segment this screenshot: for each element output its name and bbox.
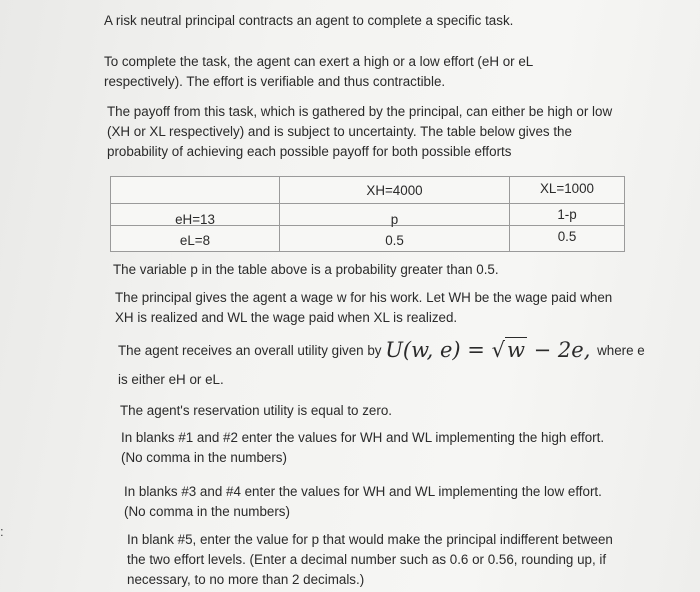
formula-equals: = (467, 338, 485, 362)
formula-radicand: w (506, 338, 525, 362)
effort-paragraph: To complete the task, the agent can exert a high or a low effort (eH or eL respectively). The effort is verifiable and thus contractible. (104, 54, 533, 89)
header-xh: XH=4000 (366, 183, 423, 198)
cell-el-xl: 0.5 (557, 229, 577, 244)
utility-text-after: where e (597, 343, 645, 358)
utility-text-before: The agent receives an overall utility given by (118, 343, 382, 358)
payoff-paragraph: The payoff from this task, which is gathered by the principal, can either be high or low (XH or XL respectively) and is subject to uncertainty. The table below gives the probability of achieving each possible payoff for both possible efforts (107, 104, 613, 159)
cell-eh-xl: 1-p (557, 207, 577, 222)
cell-el-xh: 0.5 (385, 233, 404, 248)
radical-sign-icon: √ (491, 338, 505, 362)
header-xl: XL=1000 (540, 181, 594, 196)
blank-5-paragraph: In blank #5, enter the value for p that would make the principal indifferent between the two effort levels. (Enter a decimal number such as 0.6 or 0.56, rounding up, if necessary, to no more than 2 decimals.) (127, 532, 613, 587)
row-label-eh: eH=13 (175, 212, 215, 227)
intro-paragraph: A risk neutral principal contracts an agent to complete a specific task. (104, 13, 514, 28)
blanks-3-4-paragraph: In blanks #3 and #4 enter the values for WH and WL implementing the low effort. (No comma in the numbers) (124, 484, 602, 519)
row-label-el: eL=8 (179, 233, 211, 248)
formula-rhs: − 2e, (533, 338, 591, 362)
utility-formula (385, 338, 597, 362)
table-divider (111, 203, 624, 204)
reservation-paragraph: The agent's reservation utility is equal to zero. (120, 403, 392, 418)
utility-line (118, 340, 645, 361)
cell-eh-xh: p (390, 212, 399, 227)
formula-lhs: U(w, e) (385, 338, 461, 362)
utility-line-2: is either eH or eL. (118, 372, 224, 387)
square-root (492, 340, 527, 360)
edge-mark: : (0, 524, 4, 539)
variable-p-paragraph: The variable p in the table above is a probability greater than 0.5. (113, 262, 499, 277)
probability-table (110, 176, 625, 252)
wage-paragraph: The principal gives the agent a wage w for his work. Let WH be the wage paid when XH is realized and WL the wage paid when XL is realized. (115, 290, 613, 325)
blanks-1-2-paragraph: In blanks #1 and #2 enter the values for WH and WL implementing the high effort. (No comma in the numbers) (121, 430, 605, 465)
